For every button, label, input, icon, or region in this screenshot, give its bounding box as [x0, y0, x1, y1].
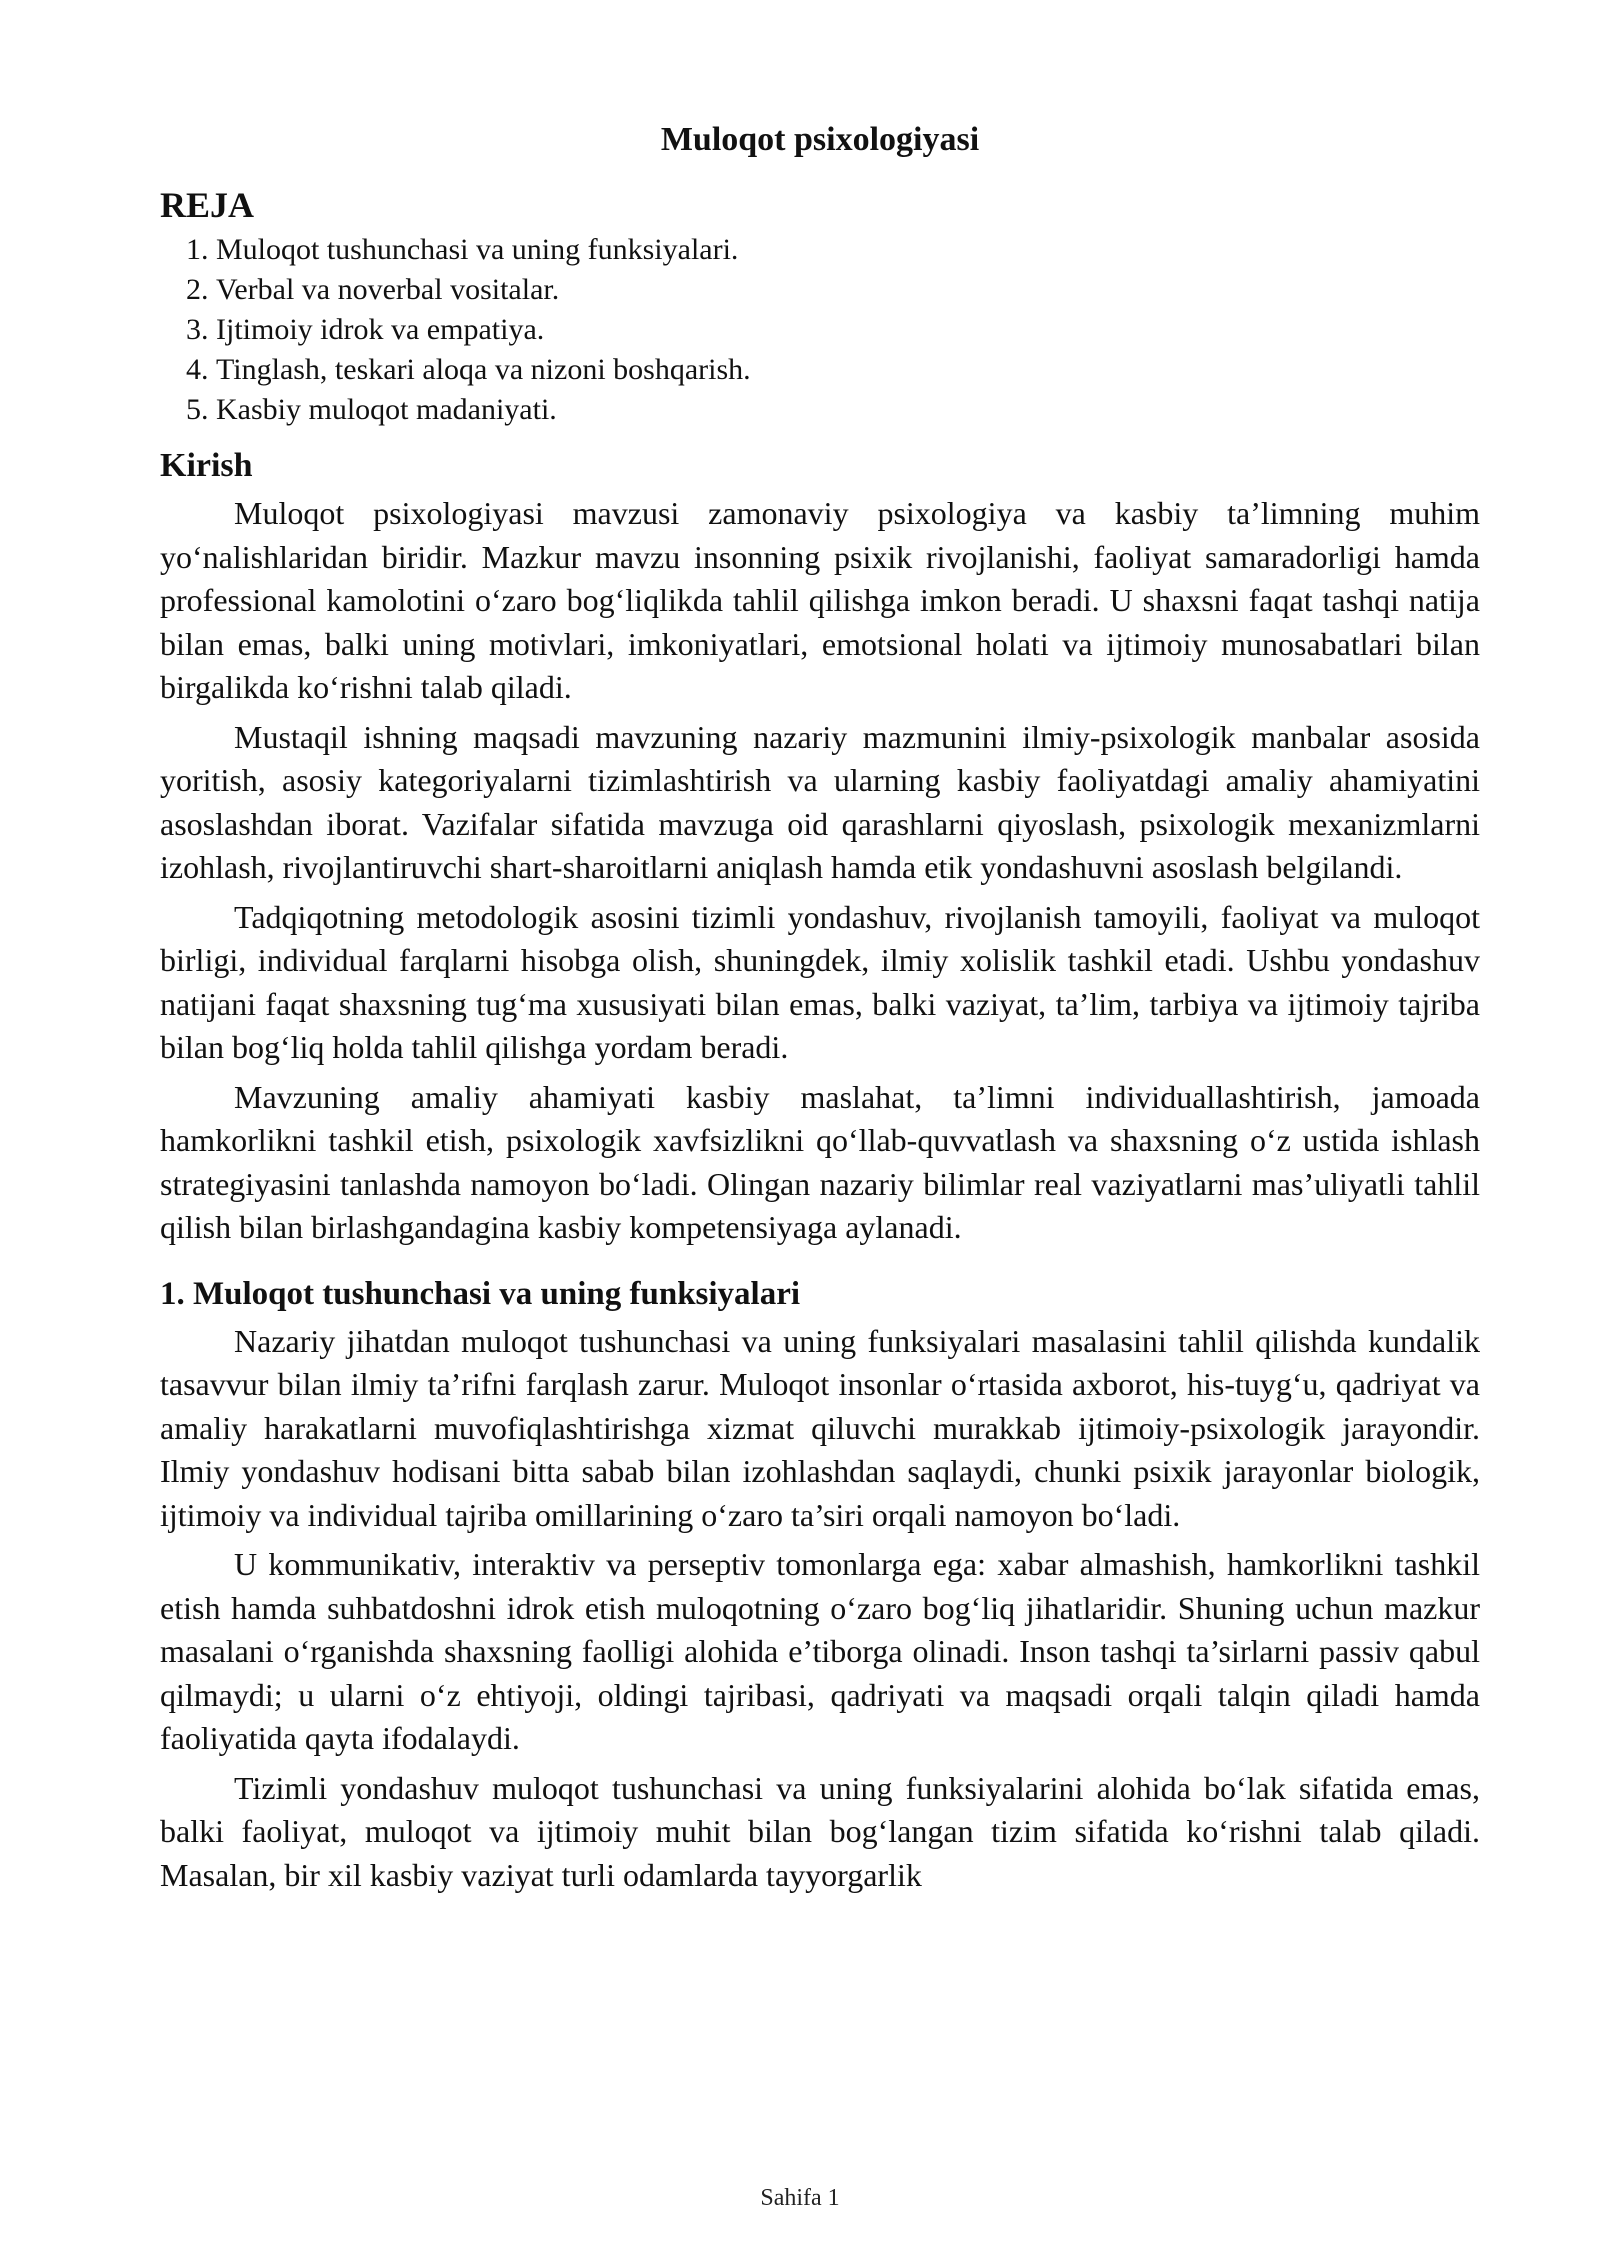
reja-item: 1. Muloqot tushunchasi va uning funksiyalari. — [216, 230, 1480, 270]
reja-item: 4. Tinglash, teskari aloqa va nizoni boshqarish. — [216, 350, 1480, 390]
reja-item: 2. Verbal va noverbal vositalar. — [216, 270, 1480, 310]
section1-heading: 1. Muloqot tushunchasi va uning funksiyalari — [160, 1275, 801, 1312]
kirish-paragraph: Mustaqil ishning maqsadi mavzuning nazariy mazmunini ilmiy-psixologik manbalar asosida yoritish, asosiy kategoriyalarni tizimlashtirish va ularning kasbiy faoliyatdagi amaliy ahamiyatini asoslashdan iborat. Vazifalar sifatida mavzuga oid qarashlarni qiyoslash, psixologik mexanizmlarni izohlash, rivojlantiruvchi shart-sharoitlarni aniqlash hamda etik yondashuvni asoslash belgilandi. — [160, 718, 1480, 885]
section1-paragraph: Nazariy jihatdan muloqot tushunchasi va uning funksiyalari masalasini tahlil qilishda kundalik tasavvur bilan ilmiy ta’rifni farqlash zarur. Muloqot insonlar o‘rtasida axborot, his-tuyg‘u, qadriyat va amaliy harakatlarni muvofiqlashtirishga xizmat qiluvchi murakkab ijtimoiy-psixologik jarayondir. Ilmiy yondashuv hodisani bitta sabab bilan izohlashdan saqlaydi, chunki psixik jarayonlar biologik, ijtimoiy va individual tajriba omillarining o‘zaro ta’siri orqali namoyon bo‘ladi. — [160, 1322, 1480, 1533]
reja-list — [160, 230, 1480, 430]
page-number-footer: Sahifa 1 — [760, 2185, 840, 2211]
kirish-paragraph: Mavzuning amaliy ahamiyati kasbiy maslahat, ta’limni individuallashtirish, jamoada hamkorlikni tashkil etish, psixologik xavfsizlikni qo‘llab-quvvatlash va shaxsning o‘z ustida ishlash strategiyasini tanlashda namoyon bo‘ladi. Olingan nazariy bilimlar real vaziyatlarni mas’uliyatli tahlil qilish bilan birlashgandagina kasbiy kompetensiyaga aylanadi. — [160, 1078, 1480, 1245]
reja-item: 5. Kasbiy muloqot madaniyati. — [216, 390, 1480, 430]
document-title: Muloqot psixologiyasi — [660, 121, 980, 158]
kirish-paragraph: Tadqiqotning metodologik asosini tizimli yondashuv, rivojlanish tamoyili, faoliyat va muloqot birligi, individual farqlarni hisobga olish, shuningdek, ilmiy xolislik tashkil etadi. Ushbu yondashuv natijani faqat shaxsning tug‘ma xususiyati bilan emas, balki vaziyat, ta’lim, tarbiya va ijtimoiy tajriba bilan bog‘liq holda tahlil qilishga yordam beradi. — [160, 898, 1480, 1065]
reja-heading: REJA — [160, 185, 255, 225]
section1-paragraph: U kommunikativ, interaktiv va perseptiv tomonlarga ega: xabar almashish, hamkorlikni tashkil etish hamda suhbatdoshni idrok etish muloqotning o‘zaro bog‘liq jihatlaridir. Shuning uchun mazkur masalani o‘rganishda shaxsning faolligi alohida e’tiborga olinadi. Inson tashqi ta’sirlarni passiv qabul qilmaydi; u ularni o‘z ehtiyoji, oldingi tajribasi, qadriyati va maqsadi orqali talqin qiladi hamda faoliyatida qayta ifodalaydi. — [160, 1546, 1480, 1756]
kirish-heading: Kirish — [160, 447, 253, 484]
section1-paragraph: Tizimli yondashuv muloqot tushunchasi va uning funksiyalarini alohida bo‘lak sifatida emas, balki faoliyat, muloqot va ijtimoiy muhit bilan bog‘langan tizim sifatida ko‘rishni talab qiladi. Masalan, bir xil kasbiy vaziyat turli odamlarda tayyorgarlik — [160, 1769, 1480, 1893]
document-page — [160, 118, 1480, 1903]
kirish-paragraph: Muloqot psixologiyasi mavzusi zamonaviy psixologiya va kasbiy ta’limning muhim yo‘nalishlaridan biridir. Mazkur mavzu insonning psixik rivojlanishi, faoliyat samaradorligi hamda professional kamolotini o‘zaro bog‘liqlikda tahlil qilishga imkon beradi. U shaxsni faqat tashqi natija bilan emas, balki uning motivlari, imkoniyatlari, emotsional holati va ijtimoiy munosabatlari bilan birgalikda ko‘rishni talab qiladi. — [160, 495, 1480, 705]
reja-item: 3. Ijtimoiy idrok va empatiya. — [216, 310, 1480, 350]
